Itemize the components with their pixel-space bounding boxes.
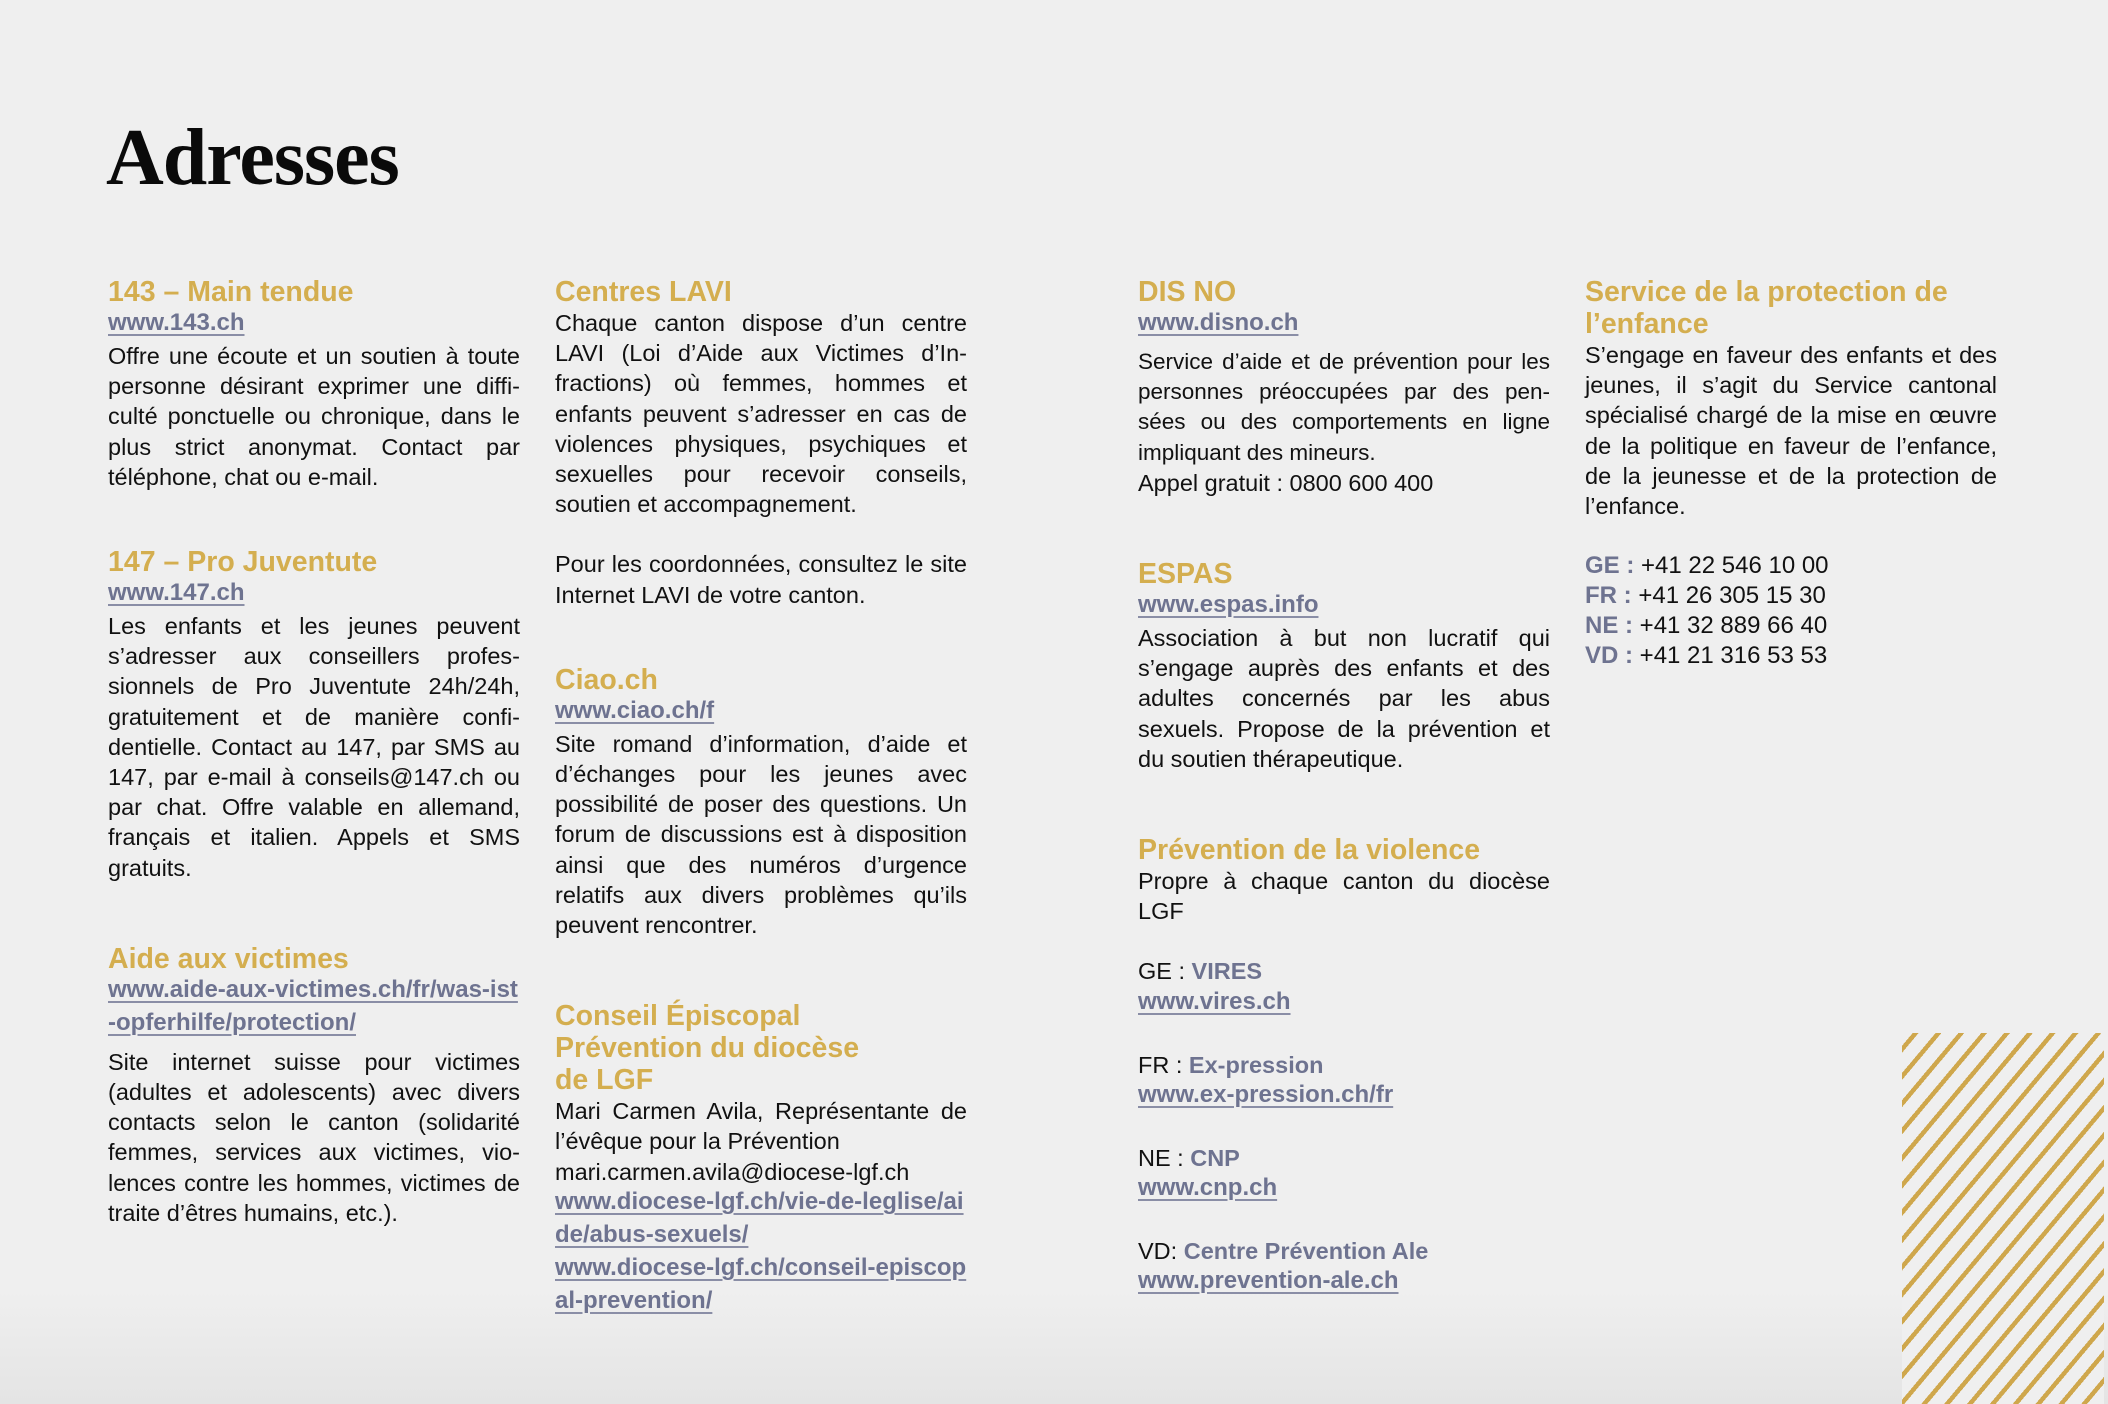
phone-number: +41 32 889 66 40 (1639, 612, 1828, 640)
entry-title: Centres LAVI (555, 276, 732, 308)
entry-description: Propre à chaque canton du diocèse LGF (1138, 868, 1550, 925)
entry-description: Site romand d’information, d’aide et d’échanges pour les jeunes avec possibilité de poser des questions. Un forum de discussions est à disposition ainsi que des numéros d’urgence relatifs aux divers problèmes qu’ils peuvent rencontrer. (555, 730, 967, 939)
column-1 (108, 276, 520, 1228)
website-link[interactable]: www.disno.ch (1138, 309, 1299, 336)
canton-org-name: Centre Prévention Ale (1183, 1238, 1429, 1265)
entry-conseil-episcopal (555, 1000, 967, 1319)
entry-description: Mari Carmen Avila, Représentante de l’évêque pour la Prévention (555, 1098, 967, 1155)
canton-org-name: Ex-pression (1188, 1051, 1324, 1078)
entry-title-line: Prévention du diocèse (555, 1032, 860, 1065)
canton-code: NE : (1585, 612, 1640, 640)
entry-pro-juventute (108, 546, 520, 883)
entry-title: 143 – Main tendue (108, 276, 354, 308)
phone-number: +41 21 316 53 53 (1639, 642, 1828, 670)
entry-title: DIS NO (1138, 276, 1237, 308)
entry-ciao (555, 664, 967, 940)
entry-description: Offre une écoute et un soutien à toute personne désirant exprimer une difficulté ponctuelle ou chronique, dans le plus strict anonymat. Contact par téléphone, chat ou e-mail. (108, 343, 520, 490)
entry-main-tendue (108, 276, 520, 492)
canton-code: GE : (1138, 958, 1192, 985)
website-link[interactable]: www.espas.info (1138, 591, 1319, 619)
phone-item (1585, 611, 1997, 641)
canton-code: VD: (1138, 1238, 1184, 1265)
entry-title: 147 – Pro Juventute (108, 546, 378, 579)
entry-title-line: Conseil Épiscopal (555, 1000, 801, 1033)
website-link[interactable]: www.diocese-lgf.ch/vie-de-leglise/aide/abus-sexuels/ (555, 1187, 964, 1248)
free-call-phone: Appel gratuit : 0800 600 400 (1138, 469, 1434, 496)
website-link[interactable]: www.prevention-ale.ch (1138, 1267, 1399, 1295)
canton-ne (1138, 1143, 1550, 1206)
canton-vd (1138, 1236, 1550, 1299)
entry-description: Site internet suisse pour victimes (adultes et adolescents) avec divers contacts selon le canton (solidarité femmes, services aux victimes, violences contre les hommes, victimes de traite d’êtres humains, etc.). (108, 1048, 520, 1226)
entry-protection-enfance (1585, 276, 1997, 671)
canton-code: NE : (1138, 1144, 1191, 1171)
website-link[interactable]: www.ex-pression.ch/fr (1138, 1080, 1394, 1108)
entry-title-line: de LGF (555, 1064, 654, 1097)
phone-number: +41 26 305 15 30 (1638, 582, 1826, 610)
column-4 (1585, 276, 1997, 671)
entry-prevention-violence (1138, 834, 1550, 1299)
entry-dis-no (1138, 276, 1550, 498)
website-link[interactable]: www.ciao.ch/f (555, 696, 715, 724)
entry-title: Ciao.ch (555, 663, 658, 696)
phone-number: +41 22 546 10 00 (1641, 552, 1829, 580)
canton-ge (1138, 956, 1550, 1019)
website-link[interactable]: www.vires.ch (1138, 987, 1291, 1015)
phone-item (1585, 551, 1997, 581)
entry-description: Association à but non lucratif qui s’engage auprès des enfants et des adultes concernés par les abus sexuels. Propose de la prévention et du soutien thérapeutique. (1138, 625, 1550, 772)
canton-code: FR : (1585, 582, 1639, 610)
column-3 (1138, 276, 1550, 1299)
phone-item (1585, 641, 1997, 671)
entry-title: ESPAS (1138, 558, 1233, 591)
entry-description: Chaque canton dispose d’un centre LAVI (Loi d’Aide aux Victimes d’Infractions) où femmes, hommes et enfants peuvent s’adresser en cas de violences physiques, psychiques et sexuelles pour recevoir conseils, soutien et accompagnement. (555, 310, 967, 518)
canton-code: FR : (1138, 1051, 1189, 1078)
phone-item (1585, 581, 1997, 611)
entry-note: Pour les coordonnées, consultez le site Internet LAVI de votre canton. (555, 551, 967, 608)
column-2 (555, 276, 967, 1319)
website-link[interactable]: www.aide-aux-victimes.ch/fr/was-ist-opferhilfe/protection/ (108, 975, 518, 1036)
website-link[interactable]: www.cnp.ch (1138, 1174, 1278, 1202)
decorative-diagonal-stripes (1902, 1033, 2104, 1404)
entry-title (555, 1000, 967, 1096)
canton-code: VD : (1585, 642, 1640, 670)
entry-aide-aux-victimes (108, 943, 520, 1228)
canton-org-name: CNP (1190, 1144, 1240, 1171)
entry-description: Les enfants et les jeunes peuvent s’adresser aux conseillers professionnels de Pro Juventute 24h/24h, gratuitement et de manière confidentielle. Contact au 147, par SMS au 147, par e-mail à conseils@147.ch ou par chat. Offre valable en allemand, français et italien. Appels et SMS gratuits. (108, 613, 520, 881)
entry-title: Prévention de la violence (1138, 834, 1481, 867)
entry-description: S’engage en faveur des enfants et des jeunes, il s’agit du Service cantonal spécialisé chargé de la mise en œuvre de la politique en faveur de l’enfance, de la jeunesse et de la protection de l’enfance. (1585, 342, 1997, 520)
canton-org-name: VIRES (1191, 958, 1263, 985)
phone-list (1585, 551, 1997, 671)
entry-title: Aide aux victimes (108, 942, 349, 975)
canton-code: GE : (1585, 552, 1642, 580)
email-address[interactable]: mari.carmen.avila@diocese-lgf.ch (555, 1158, 910, 1185)
website-link[interactable]: www.diocese-lgf.ch/conseil-episcopal-prevention/ (555, 1253, 967, 1314)
entry-title: Service de la protection de l’enfance (1585, 276, 1948, 340)
website-link[interactable]: www.147.ch (108, 579, 245, 607)
website-link[interactable]: www.143.ch (108, 309, 245, 336)
canton-fr (1138, 1050, 1550, 1113)
entry-espas (1138, 558, 1550, 774)
entry-description: Service d’aide et de prévention pour les personnes préoccupées par des pensées ou des comportements en ligne impliquant des mineurs. (1138, 349, 1550, 465)
entry-centres-lavi (555, 276, 967, 610)
page-title: Adresses (106, 114, 399, 202)
